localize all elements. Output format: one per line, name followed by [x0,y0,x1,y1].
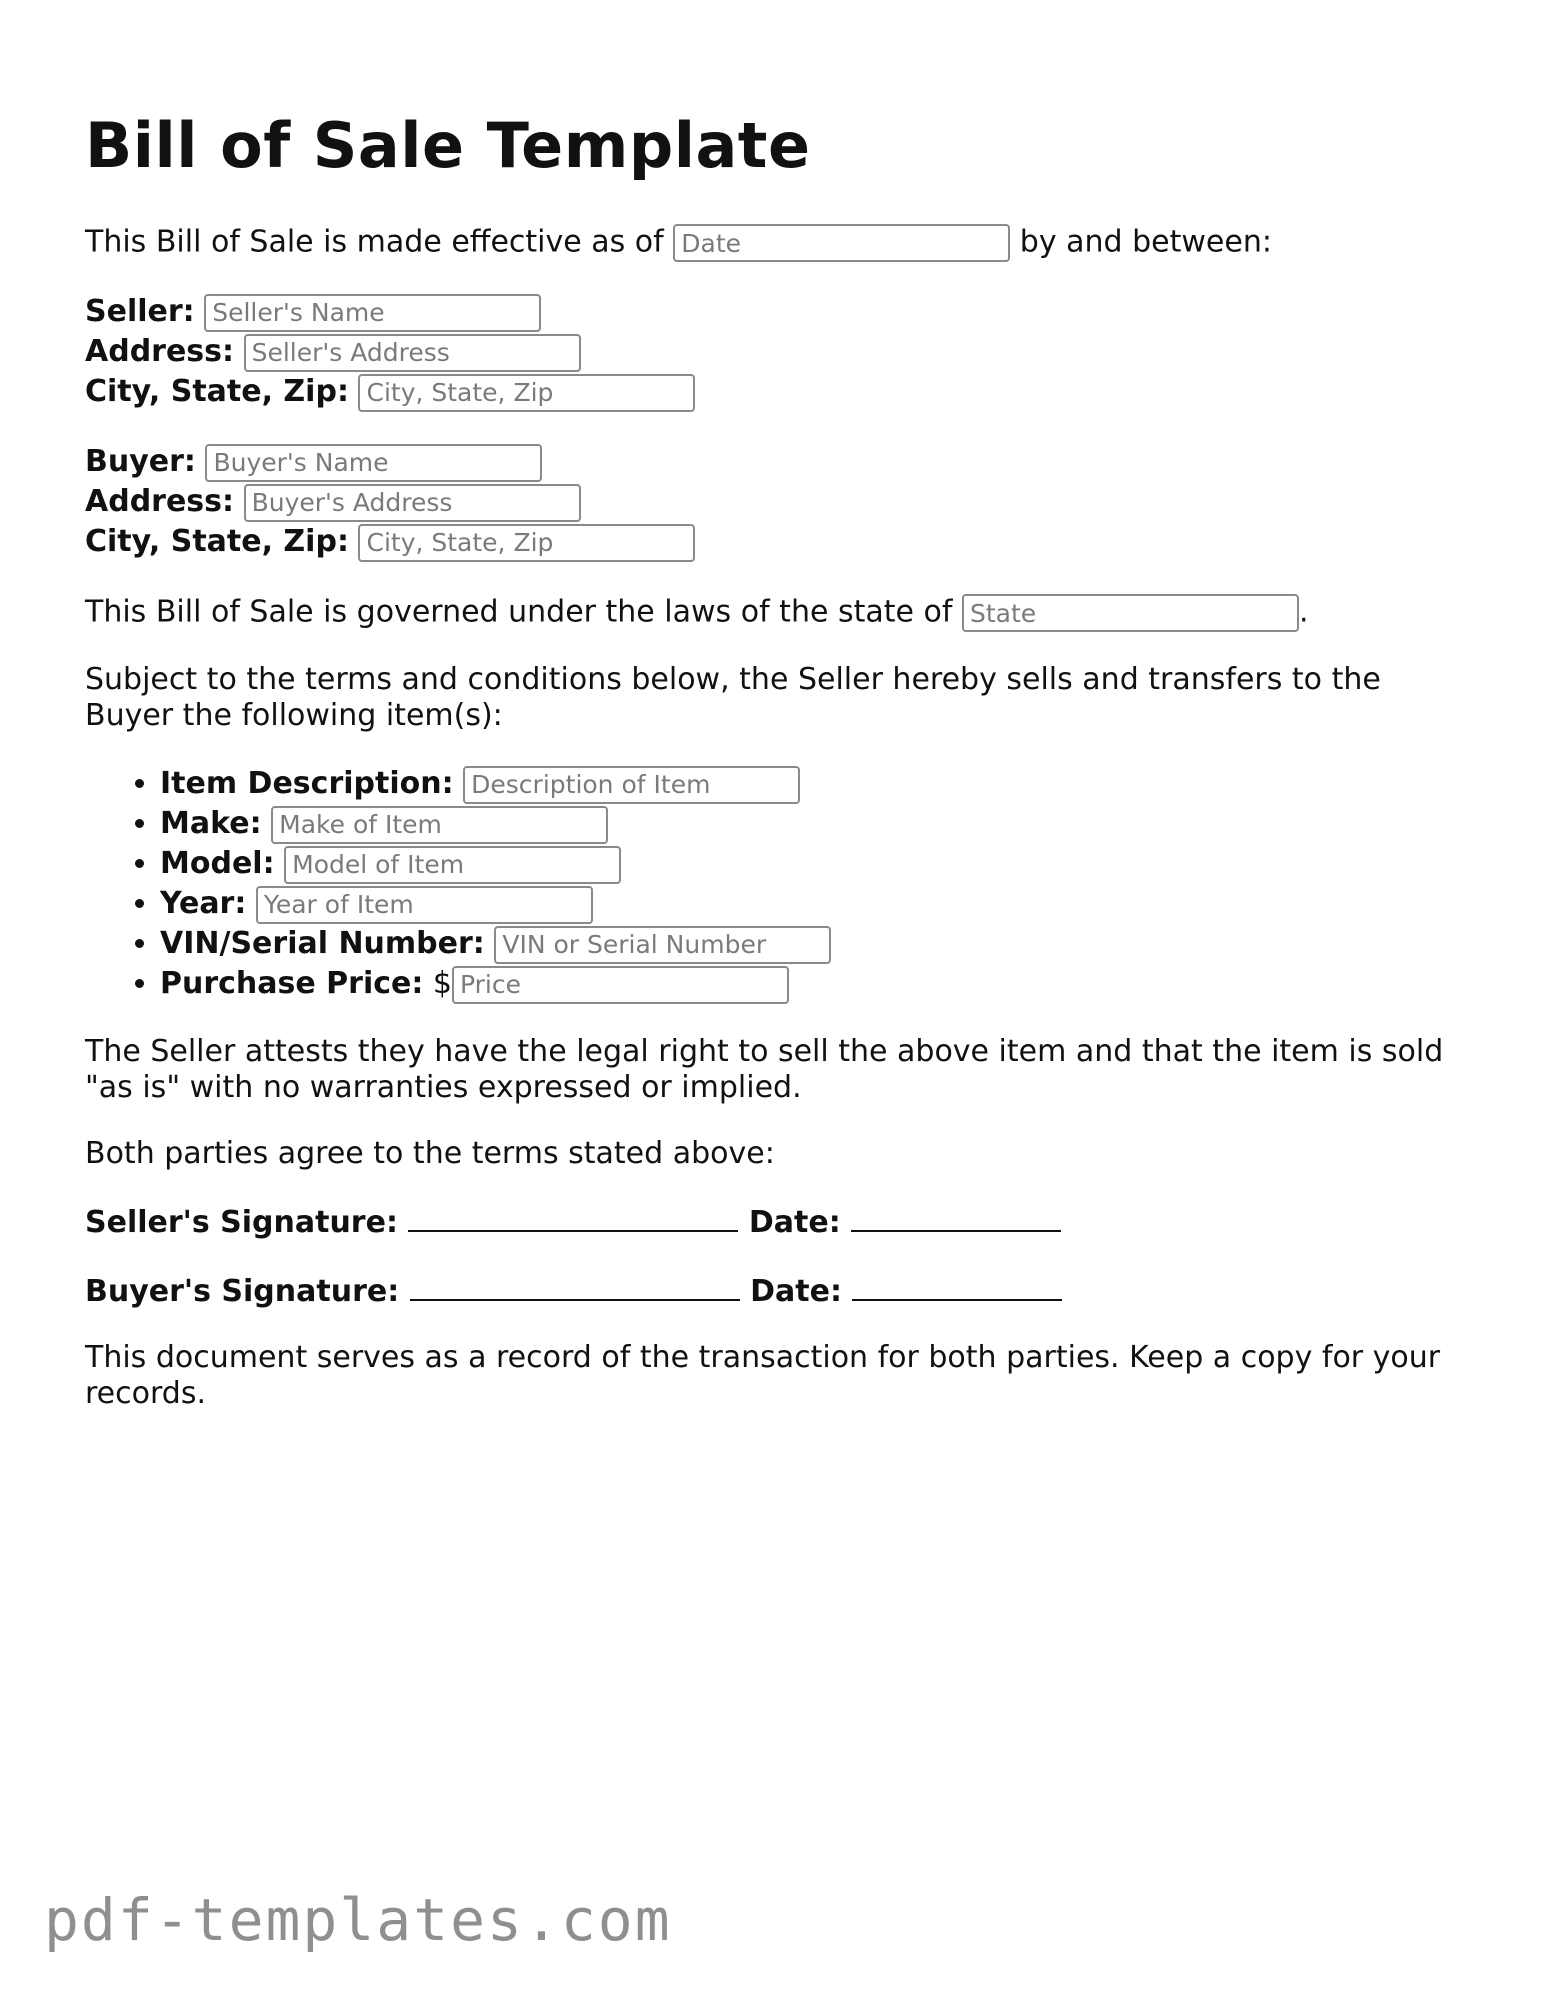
list-item-year [160,884,1465,924]
list-item-vin [160,924,1465,964]
buyer-signature-line[interactable] [410,1271,740,1301]
seller-address-label: Address: [85,334,235,369]
agree-paragraph: Both parties agree to the terms stated above: [85,1136,775,1171]
state-input[interactable] [962,594,1299,632]
item-price-label: Purchase Price: [160,966,424,1001]
seller-address-row [85,332,1465,372]
item-price-input[interactable] [452,966,789,1004]
seller-date-line[interactable] [851,1202,1061,1232]
seller-name-label: Seller: [85,294,195,329]
intro-text-before: This Bill of Sale is made effective as of [85,224,664,260]
seller-name-input[interactable] [204,294,541,332]
buyer-name-row [85,442,1465,482]
buyer-address-input[interactable] [244,484,581,522]
item-model-label: Model: [160,846,275,881]
intro-paragraph [85,224,1465,262]
buyer-signature-label: Buyer's Signature: [85,1274,400,1309]
buyer-section [85,442,1465,562]
governed-paragraph [85,594,1465,632]
buyer-address-row [85,482,1465,522]
item-description-label: Item Description: [160,766,454,801]
list-item-price [160,964,1465,1004]
buyer-date-line[interactable] [852,1271,1062,1301]
item-make-input[interactable] [271,806,608,844]
intro-text-after: by and between: [1019,224,1272,260]
buyer-address-label: Address: [85,484,235,519]
seller-csz-label: City, State, Zip: [85,374,349,409]
item-make-label: Make: [160,806,262,841]
buyer-name-label: Buyer: [85,444,196,479]
governed-text-after: . [1298,594,1309,630]
watermark: pdf-templates.com [44,1886,672,1954]
item-vin-label: VIN/Serial Number: [160,926,485,961]
buyer-csz-input[interactable] [358,524,695,562]
seller-signature-row [85,1202,1465,1241]
buyer-csz-label: City, State, Zip: [85,524,349,559]
seller-signature-line[interactable] [408,1202,738,1232]
seller-csz-input[interactable] [358,374,695,412]
document-body [85,108,1465,1412]
list-item-make [160,804,1465,844]
seller-name-row [85,292,1465,332]
seller-date-label: Date: [748,1205,841,1240]
item-model-input[interactable] [284,846,621,884]
item-description-input[interactable] [463,766,800,804]
seller-section [85,292,1465,412]
subject-paragraph: Subject to the terms and conditions below, the Seller hereby sells and transfers to the Buyer the following item(s): [85,662,1381,733]
buyer-signature-row [85,1271,1465,1310]
seller-address-input[interactable] [244,334,581,372]
item-list [85,764,1465,1004]
record-paragraph: This document serves as a record of the transaction for both parties. Keep a copy for your records. [85,1340,1441,1411]
seller-signature-label: Seller's Signature: [85,1205,398,1240]
seller-csz-row [85,372,1465,412]
list-item-description [160,764,1465,804]
item-vin-input[interactable] [494,926,831,964]
item-year-input[interactable] [256,886,593,924]
buyer-date-label: Date: [750,1274,842,1309]
buyer-csz-row [85,522,1465,562]
effective-date-input[interactable] [673,224,1010,262]
buyer-name-input[interactable] [205,444,542,482]
page-title: Bill of Sale Template [85,109,811,182]
item-year-label: Year: [160,886,247,921]
attest-paragraph: The Seller attests they have the legal right to sell the above item and that the item is sold "as is" with no warranties expressed or implied. [85,1034,1444,1105]
price-currency-symbol: $ [432,966,453,1001]
governed-text-before: This Bill of Sale is governed under the laws of the state of [85,594,953,630]
list-item-model [160,844,1465,884]
